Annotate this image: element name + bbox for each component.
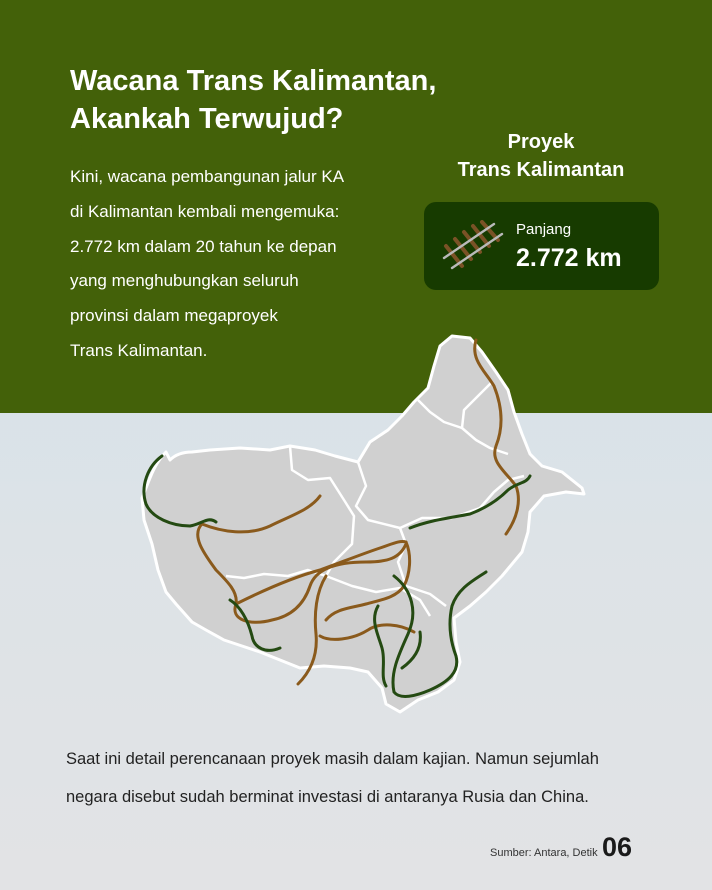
title-line-1: Wacana Trans Kalimantan, [70, 65, 437, 97]
length-value: 2.772 km [516, 244, 622, 272]
island-landmass [142, 336, 584, 712]
intro-line: di Kalimantan kembali mengemuka: [70, 201, 340, 221]
project-heading-line-1: Proyek [507, 131, 575, 153]
project-heading-line-2: Trans Kalimantan [457, 159, 625, 181]
footer-line-2: negara disebut sudah berminat investasi di antaranya Rusia dan China. [66, 788, 589, 806]
source-credit: Sumber: Antara, Detik [490, 847, 598, 859]
title-line-2: Akankah Terwujud? [70, 103, 344, 135]
length-label: Panjang [516, 221, 572, 238]
intro-line: Kini, wacana pembangunan jalur KA [70, 167, 345, 186]
kalimantan-map [130, 330, 600, 720]
railway-track-icon [440, 220, 504, 272]
intro-line: yang menghubungkan seluruh [70, 271, 299, 291]
project-heading [420, 128, 662, 184]
page-title [70, 62, 490, 138]
intro-line: Trans Kalimantan. [70, 340, 208, 360]
page-number: 06 [602, 832, 633, 862]
intro-line: provinsi dalam megaproyek [70, 306, 278, 326]
intro-line: 2.772 km dalam 20 tahun ke depan [70, 236, 337, 256]
footer-paragraph [66, 740, 666, 816]
footer-line-1: Saat ini detail perencanaan proyek masih dalam kajian. Namun sejumlah [66, 750, 599, 768]
length-card [424, 202, 659, 290]
